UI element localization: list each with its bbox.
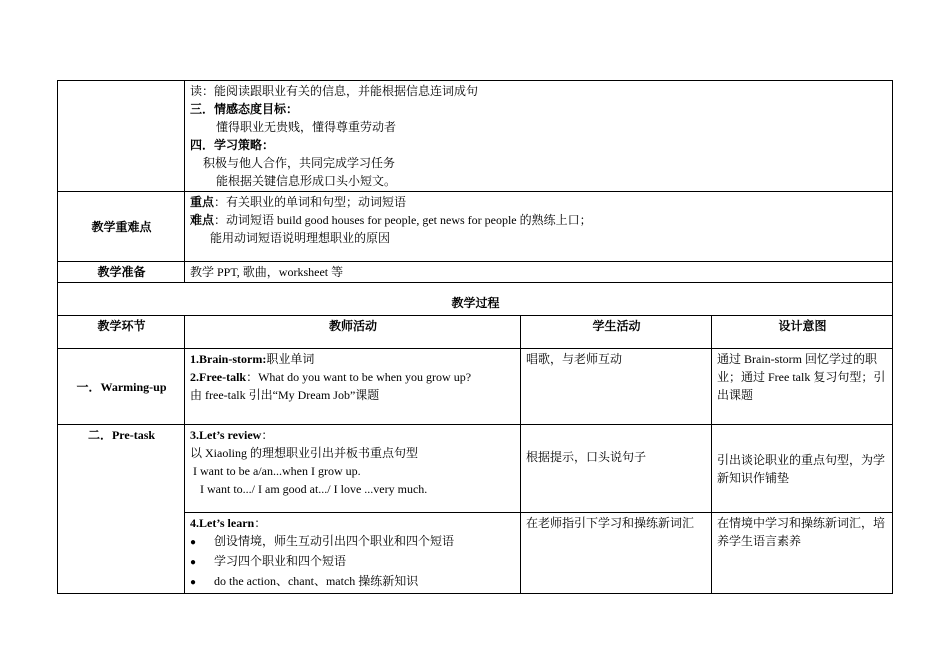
- review-label: 3.Let’s review: [190, 428, 262, 442]
- design-intent: 通过 Brain-storm 回忆学过的职业；通过 Free talk 复习句型；引出课题: [712, 349, 893, 425]
- review-line-1: 以 Xiaoling 的理想职业引出并板书重点句型: [190, 446, 418, 460]
- learn-colon: ：: [254, 516, 267, 530]
- goals-label-cell: [58, 81, 185, 192]
- column-header-row: [58, 316, 893, 349]
- difficulty-line-2: 能用动词短语说明理想职业的原因: [210, 231, 391, 245]
- header-student: 学生活动: [521, 316, 712, 349]
- sentence-pattern-2: I want to.../ I am good at.../ I love ...very much.: [200, 482, 428, 496]
- teacher-activity-cell: [185, 513, 521, 594]
- free-talk-text: ：What do you want to be when you grow up?: [246, 370, 472, 384]
- process-title-row: [58, 283, 893, 316]
- goals-cell: [185, 81, 893, 192]
- focus-label: 重点: [190, 195, 215, 209]
- key-points-label: 教学重难点: [58, 192, 185, 262]
- strategy-heading: 四．学习策略：: [190, 138, 275, 152]
- preparation-text: 教学 PPT, 歌曲，worksheet 等: [185, 262, 893, 283]
- focus-text: ：有关职业的单词和句型；动词短语: [214, 195, 407, 209]
- emotion-heading: 三．情感态度目标：: [190, 102, 299, 116]
- process-title: 教学过程: [58, 283, 893, 316]
- goals-row: [58, 81, 893, 192]
- bullet-text: 创设情境，师生互动引出四个职业和四个短语: [214, 534, 455, 548]
- stage-pre-task: 二．Pre-task: [58, 425, 185, 594]
- header-teacher: 教师活动: [185, 316, 521, 349]
- strategy-goal-1: 积极与他人合作，共同完成学习任务: [203, 156, 396, 170]
- list-item: [190, 532, 516, 552]
- key-points-cell: [185, 192, 893, 262]
- design-intent: 在情境中学习和操练新词汇，培养学生语言素养: [712, 513, 893, 594]
- sentence-pattern-1: I want to be a/an...when I grow up.: [193, 464, 361, 478]
- list-item: [190, 572, 516, 592]
- student-activity: 根据提示，口头说句子: [521, 425, 712, 513]
- learn-label: 4.Let’s learn: [190, 516, 255, 530]
- difficulty-label: 难点: [190, 213, 215, 227]
- emotion-goal: 懂得职业无贵贱，懂得尊重劳动者: [216, 120, 397, 134]
- key-points-row: [58, 192, 893, 262]
- teacher-activity-cell: [185, 349, 521, 425]
- bullet-text: 学习四个职业和四个短语: [214, 554, 347, 568]
- brain-storm-label: 1.Brain-storm:: [190, 352, 267, 366]
- strategy-goal-2: 能根据关键信息形成口头小短文。: [216, 174, 397, 188]
- table-row: [58, 425, 893, 513]
- review-colon: ：: [261, 428, 274, 442]
- bullet-icon: ●: [190, 557, 197, 568]
- lesson-plan-table: [57, 80, 893, 594]
- preparation-label: 教学准备: [58, 262, 185, 283]
- difficulty-text: ：动词短语 build good houses for people, get news for people 的熟练上口；: [214, 213, 592, 227]
- teacher-activity-cell: [185, 425, 521, 513]
- brain-storm-text: 职业单词: [266, 352, 315, 366]
- design-intent: 引出谈论职业的重点句型，为学新知识作铺垫: [712, 425, 893, 513]
- bullet-icon: ●: [190, 537, 197, 548]
- free-talk-label: 2.Free-talk: [190, 370, 247, 384]
- stage-warming-up: 一．Warming-up: [58, 349, 185, 425]
- list-item: [190, 552, 516, 572]
- student-activity: 唱歌，与老师互动: [521, 349, 712, 425]
- header-stage: 教学环节: [58, 316, 185, 349]
- header-intent: 设计意图: [712, 316, 893, 349]
- student-activity: 在老师指引下学习和操练新词汇: [521, 513, 712, 594]
- table-row: [58, 349, 893, 425]
- reading-goal: 读：能阅读跟职业有关的信息，并能根据信息连词成句: [190, 84, 479, 98]
- preparation-row: [58, 262, 893, 283]
- bullet-icon: ●: [190, 577, 197, 588]
- bullet-text: do the action、chant、match 操练新知识: [214, 574, 419, 588]
- topic-intro: 由 free-talk 引出“My Dream Job”课题: [190, 388, 380, 402]
